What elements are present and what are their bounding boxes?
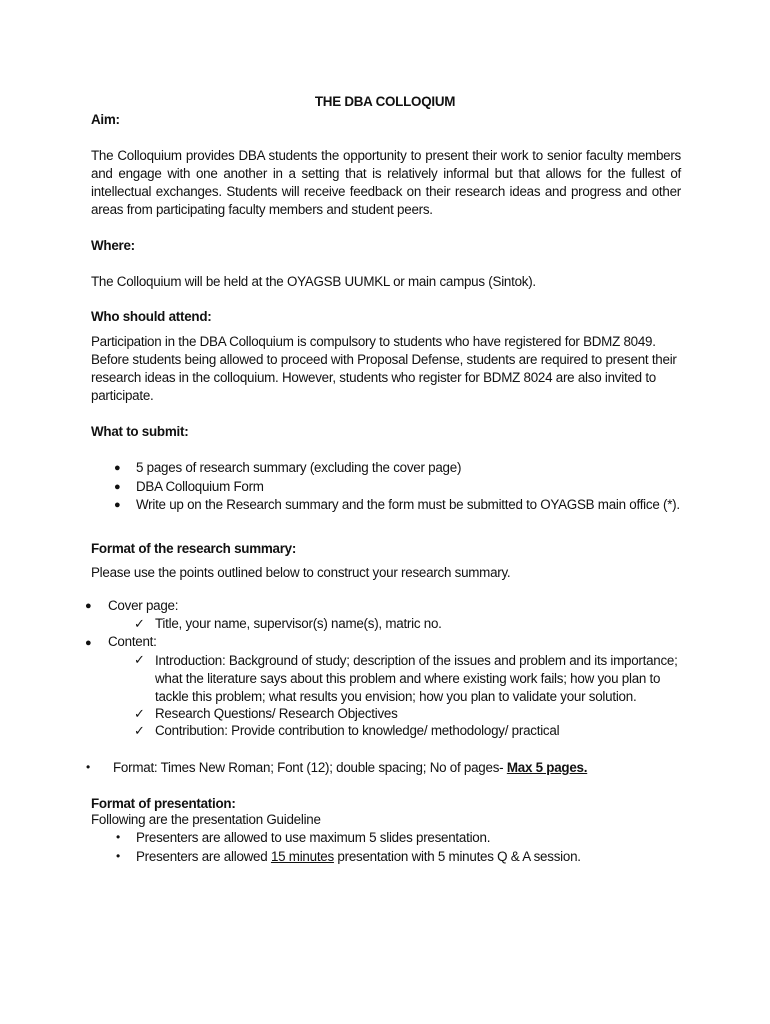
checkmark-icon: ✓ <box>134 723 145 738</box>
who-paragraph: Participation in the DBA Colloquium is compulsory to students who have registered for BDMZ 8049. Before students being allowed to proceed with Proposal Defense, students are required to present their research ideas in the colloquium. However, students who register for BDMZ 8024 are also invited to participate. <box>91 334 677 403</box>
document-title: THE DBA COLLOQIUM <box>314 94 456 109</box>
aim-paragraph: The Colloquium provides DBA students the opportunity to present their work to senior faculty members and engage with one another in a setting that is relatively informal but that allows for the fullest of intellectual exchanges. Students will receive feedback on their research ideas and progress and other areas from participating faculty members and student peers. <box>91 148 681 217</box>
format-summary-intro: Please use the points outlined below to construct your research summary. <box>91 565 511 580</box>
checkmark-icon: ✓ <box>134 616 145 631</box>
bullet-icon: • <box>116 849 120 863</box>
where-paragraph: The Colloquium will be held at the OYAGSB UUMKL or main campus (Sintok). <box>91 274 536 289</box>
content-item-questions: Research Questions/ Research Objectives <box>155 706 398 721</box>
format-summary-heading: Format of the research summary: <box>91 541 297 556</box>
content-label: Content: <box>108 634 157 649</box>
submit-heading: What to submit: <box>91 424 189 439</box>
cover-page-label: Cover page: <box>108 598 179 613</box>
presentation-intro: Following are the presentation Guideline <box>91 812 321 827</box>
bullet-icon: ● <box>114 462 121 474</box>
content-item-contribution: Contribution: Provide contribution to knowledge/ methodology/ practical <box>155 723 560 738</box>
content-item-introduction: Introduction: Background of study; description of the issues and problem and its importance; what the literature says about this problem and where existing work fails; how you plan to tackle this problem; what results you envision; how you plan to validate your solution. <box>155 653 678 704</box>
bullet-icon: ● <box>85 600 92 612</box>
bullet-icon: • <box>116 830 120 844</box>
max-pages-emphasis: Max 5 pages. <box>506 760 588 775</box>
duration-emphasis: 15 minutes <box>270 849 334 864</box>
document-page: THE DBA COLLOQIUM Aim: The Colloquium provides DBA students the opportunity to present their work to senior faculty members and engage with one another in a setting that is relatively informal but that allows for the fullest of intellectual exchanges. Students will receive feedback on their research ideas and progress and other areas from participating faculty members and student peers. Where: The Colloquium will be held at the OYAGSB UUMKL or main campus (Sintok). Who should attend: Participation in the DBA Colloquium is compulsory to students who have registered for BDMZ 8049. Before students being allowed to proceed with Proposal Defense, students are required to present their research ideas in the colloquium. However, students who register for BDMZ 8024 are also invited to participate. What to submit: ● 5 pages of research summary (excluding the cover page) ● DBA Colloquium Form ● Write up on the Research summary and the form must be submitted to OYAGSB main office (*). Format of the research summary: Please use the points outlined below to construct your research summary. ● Cover page: ✓ Title, your name, supervisor(s) name(s), matric no. ● Content: ✓ Introduction: Background of study; description of the issues and problem and its importance; what the literature says about this problem and where existing work fails; how you plan to tackle this problem; what results you envision; how you plan to validate your solution. ✓ Research Questions/ Research Objectives ✓ Contribution: Provide contribution to knowledge/ methodology/ practical • Format: Times New Roman; Font (12); double spacing; No of pages- Max 5 pages. Format of presentation: Following are the presentation Guideline • Presenters are allowed to use maximum 5 slides presentation. • Presenters are allowed 15 minutes presentation with 5 minutes Q & A session. <box>0 0 770 1024</box>
checkmark-icon: ✓ <box>134 652 145 667</box>
bullet-icon: • <box>86 760 90 774</box>
cover-page-item: Title, your name, supervisor(s) name(s), matric no. <box>155 616 442 631</box>
where-heading: Where: <box>91 238 135 253</box>
bullet-icon: ● <box>85 637 92 649</box>
format-line: Format: Times New Roman; Font (12); double spacing; No of pages- Max 5 pages. <box>113 760 588 775</box>
bullet-icon: ● <box>114 499 121 511</box>
presentation-item-slides: Presenters are allowed to use maximum 5 slides presentation. <box>136 830 491 845</box>
aim-heading: Aim: <box>91 112 120 127</box>
presentation-item-duration: Presenters are allowed 15 minutes presentation with 5 minutes Q & A session. <box>136 849 581 864</box>
checkmark-icon: ✓ <box>134 706 145 721</box>
bullet-icon: ● <box>114 481 121 493</box>
who-heading: Who should attend: <box>91 309 212 324</box>
presentation-heading: Format of presentation: <box>91 796 236 811</box>
